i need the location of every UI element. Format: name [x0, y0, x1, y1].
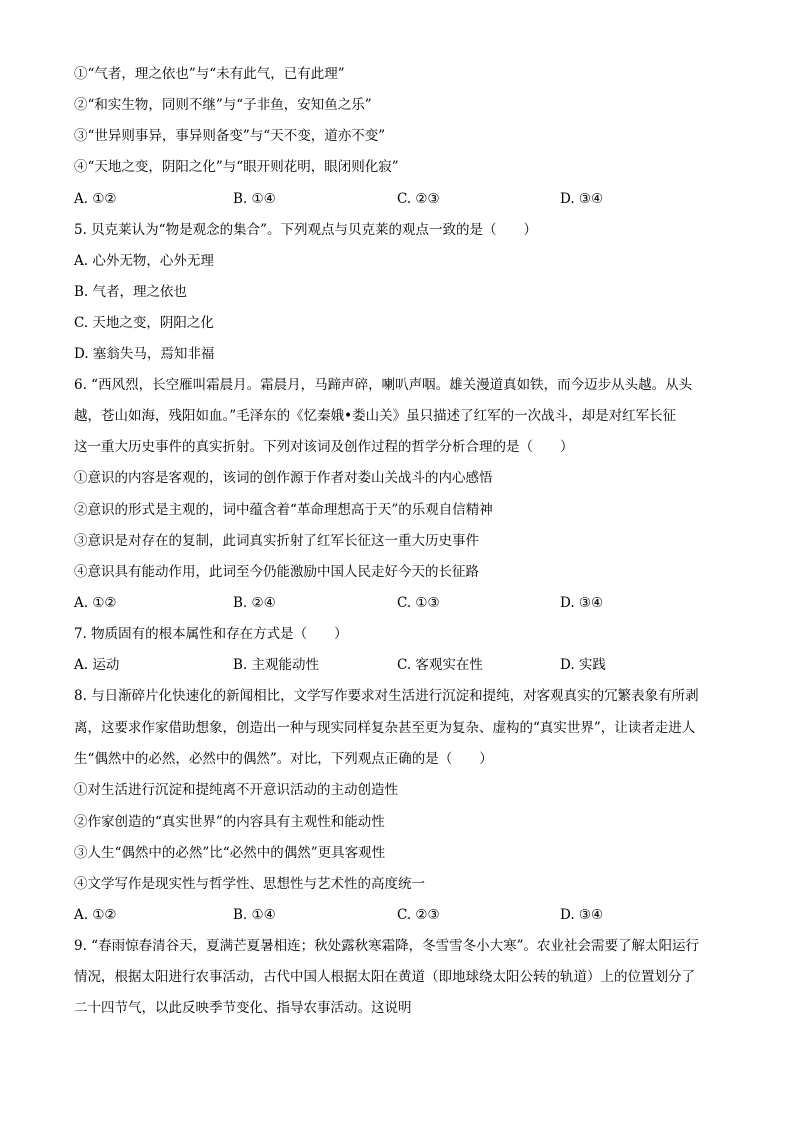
question-stem-continued: 二十四节气，以此反映季节变化、指导农事活动。这说明: [74, 1000, 412, 1016]
statement-line: ③人生“偶然中的必然”比“必然中的偶然”更具客观性: [74, 845, 386, 861]
question-stem: 9. “春雨惊春清谷天，夏满芒夏暑相连；秋处露秋寒霜降，冬雪雪冬小大寒”。农业社会需要了解太阳运行: [74, 938, 699, 954]
answer-option: D. ③④: [560, 191, 604, 207]
statement-line: ①意识的内容是客观的，该词的创作源于作者对娄山关战斗的内心感悟: [74, 470, 493, 486]
answer-options-row: [74, 905, 734, 925]
statement-line: ②“和实生物，同则不继”与“子非鱼，安知鱼之乐”: [74, 97, 372, 113]
statement-line: ④意识具有能动作用，此词至今仍能激励中国人民走好今天的长征路: [74, 564, 479, 580]
answer-option: C. ②③: [397, 191, 440, 207]
statement-line: ③意识是对存在的复制，此词真实折射了红军长征这一重大历史事件: [74, 533, 479, 549]
answer-option: B. 主观能动性: [233, 657, 320, 673]
statement-line: ④“天地之变，阴阳之化”与“眼开则花明，眼闭则化寂”: [74, 159, 399, 175]
answer-options-row: [74, 189, 734, 209]
answer-option: A. ①②: [74, 191, 117, 207]
statement-line: ②意识的形式是主观的，词中蕴含着“革命理想高于天”的乐观自信精神: [74, 502, 493, 518]
answer-option: A. ①②: [74, 907, 117, 923]
statement-line: ①“气者，理之依也”与“未有此气，已有此理”: [74, 66, 345, 82]
answer-option: D. ③④: [560, 907, 604, 923]
question-stem-continued: 越，苍山如海，残阳如血。”毛泽东的《忆秦娥•娄山关》虽只描述了红军的一次战斗，却是对红军长征: [74, 408, 677, 424]
question-stem: 5. 贝克莱认为“物是观念的集合”。下列观点与贝克莱的观点一致的是（ ）: [74, 222, 537, 238]
statement-line: ②作家创造的“真实世界”的内容具有主观性和能动性: [74, 814, 385, 830]
answer-option: B. ①④: [233, 907, 276, 923]
answer-options-row: [74, 593, 734, 613]
question-stem-continued: 生“偶然中的必然，必然中的偶然”。对比，下列观点正确的是（ ）: [74, 751, 493, 767]
answer-option: A. 心外无物，心外无理: [74, 253, 214, 269]
question-stem: 8. 与日渐碎片化快速化的新闻相比，文学写作要求对生活进行沉淀和提纯，对客观真实的冗繁表象有所剥: [74, 688, 699, 704]
answer-option: D. ③④: [560, 595, 604, 611]
answer-option: C. ①③: [397, 595, 440, 611]
answer-option: A. ①②: [74, 595, 117, 611]
question-stem-continued: 情况，根据太阳进行农事活动，古代中国人根据太阳在黄道（即地球绕太阳公转的轨道）上的位置划分了: [74, 969, 695, 985]
statement-line: ③“世异则事异，事异则备变”与“天不变，道亦不变”: [74, 128, 386, 144]
question-stem: 6. “西风烈，长空雁叫霜晨月。霜晨月，马蹄声碎，喇叭声咽。雄关漫道真如铁，而今迈步从头越。从头: [74, 377, 693, 393]
answer-option: D. 塞翁失马，焉知非福: [74, 346, 215, 362]
answer-option: B. ②④: [233, 595, 276, 611]
statement-line: ①对生活进行沉淀和提纯离不开意识活动的主动创造性: [74, 782, 398, 798]
answer-option: B. 气者，理之依也: [74, 284, 188, 300]
statement-line: ④文学写作是现实性与哲学性、思想性与艺术性的高度统一: [74, 876, 425, 892]
answer-option: C. ②③: [397, 907, 440, 923]
answer-option: A. 运动: [74, 657, 120, 673]
question-stem: 7. 物质固有的根本属性和存在方式是（ ）: [74, 626, 348, 642]
answer-options-row: [74, 655, 734, 675]
answer-option: C. 天地之变，阴阳之化: [74, 315, 214, 331]
question-stem-continued: 离，这要求作家借助想象，创造出一种与现实同样复杂甚至更为复杂、虚构的“真实世界”，让读者走进人: [74, 720, 696, 736]
answer-option: B. ①④: [233, 191, 276, 207]
question-stem-continued: 这一重大历史事件的真实折射。下列对该词及创作过程的哲学分析合理的是（ ）: [74, 439, 574, 455]
answer-option: D. 实践: [560, 657, 606, 673]
answer-option: C. 客观实在性: [397, 657, 483, 673]
